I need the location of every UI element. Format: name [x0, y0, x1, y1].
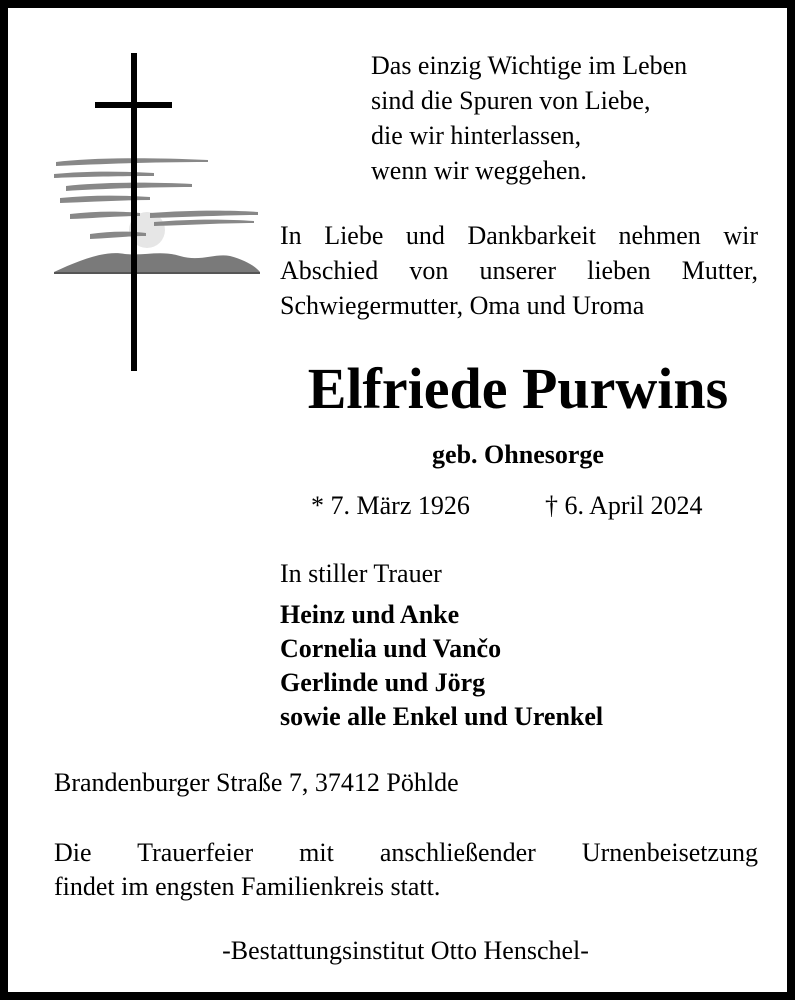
farewell-line: In Liebe und Dankbarkeit nehmen wir	[280, 221, 758, 250]
mourner-name: sowie alle Enkel und Urenkel	[280, 702, 604, 731]
birth-date: * 7. März 1926	[311, 491, 470, 520]
undertaker-credit: -Bestattungsinstitut Otto Henschel-	[222, 936, 589, 965]
farewell-line: Schwiegermutter, Oma und Uroma	[280, 291, 645, 320]
mourner-name: Gerlinde und Jörg	[280, 668, 486, 697]
verse-line: die wir hinterlassen,	[371, 121, 582, 150]
mourner-name: Heinz und Anke	[280, 600, 460, 629]
service-notice	[54, 836, 758, 904]
verse-line: wenn wir weggehen.	[371, 156, 587, 185]
mourner-name: Cornelia und Vančo	[280, 634, 502, 663]
service-line: findet im engsten Familienkreis statt.	[54, 872, 441, 901]
service-line: Die Trauerfeier mit anschließender Urnenbeisetzung	[54, 838, 758, 867]
mourners-heading: In stiller Trauer	[280, 559, 442, 588]
cross-landscape-icon	[50, 50, 262, 375]
farewell-text	[280, 218, 758, 323]
deceased-name: Elfriede Purwins	[307, 356, 729, 421]
memorial-verse	[371, 48, 771, 188]
farewell-line: Abschied von unserer lieben Mutter,	[280, 256, 758, 285]
mourners-list	[280, 598, 750, 734]
maiden-name: geb. Ohnesorge	[432, 440, 604, 469]
death-date: † 6. April 2024	[545, 491, 703, 520]
verse-line: Das einzig Wichtige im Leben	[371, 51, 688, 80]
family-address: Brandenburger Straße 7, 37412 Pöhlde	[54, 768, 459, 797]
verse-line: sind die Spuren von Liebe,	[371, 86, 651, 115]
